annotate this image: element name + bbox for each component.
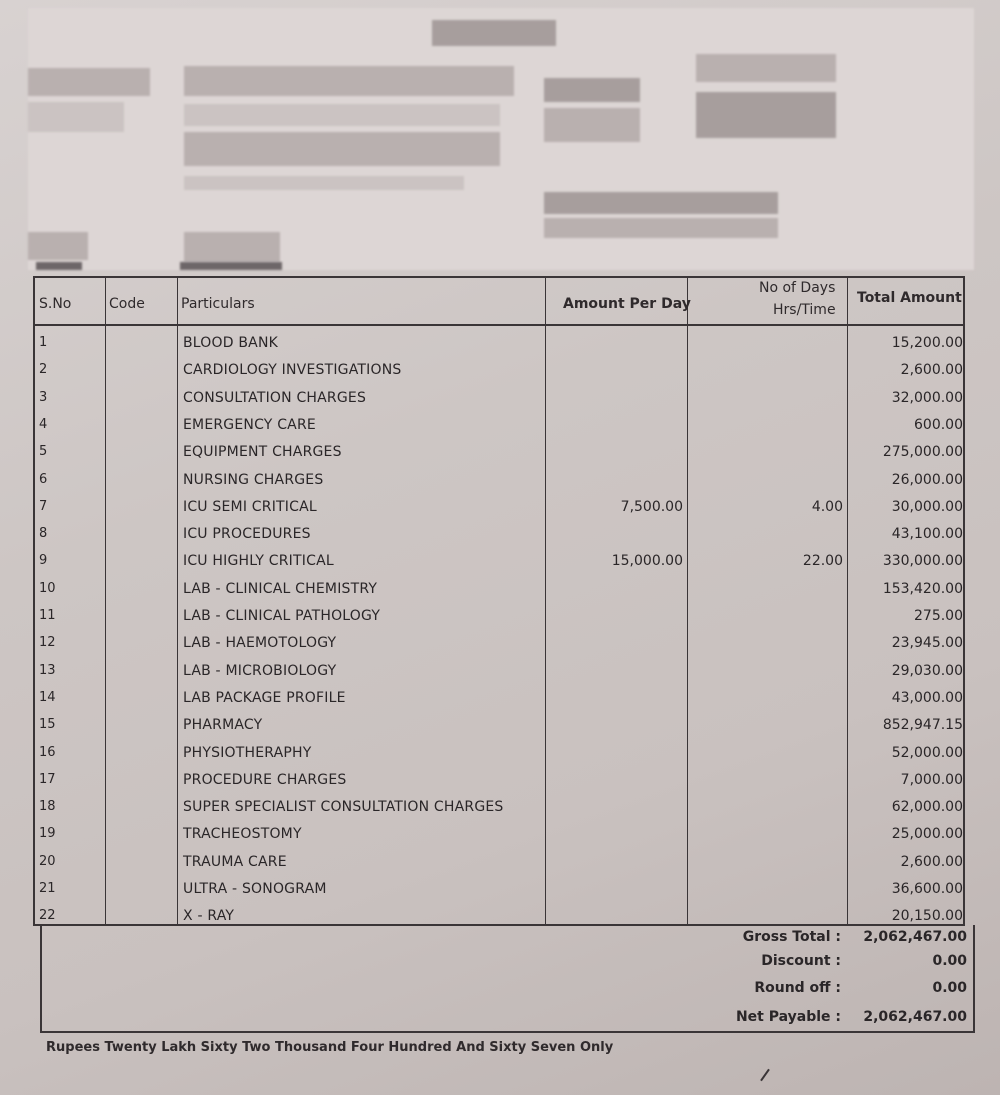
table-row (35, 712, 963, 739)
row-particular: LAB - CLINICAL CHEMISTRY (183, 580, 378, 597)
row-sno: 5 (39, 444, 48, 460)
table-row (35, 740, 963, 767)
round-off-label: Round off : (754, 980, 841, 996)
row-total: 62,000.00 (891, 799, 963, 816)
row-sno: 13 (39, 662, 56, 678)
table-row (35, 794, 963, 821)
table-row (35, 630, 963, 657)
row-sno: 4 (39, 416, 48, 432)
row-total: 32,000.00 (891, 389, 963, 406)
row-total: 20,150.00 (891, 908, 963, 925)
row-particular: CONSULTATION CHARGES (183, 389, 367, 406)
redacted-header (28, 8, 974, 270)
row-total: 43,100.00 (891, 526, 963, 543)
header-divider (35, 324, 963, 326)
header-hrs-time: Hrs/Time (773, 302, 836, 318)
header-amount-per-day: Amount Per Day (563, 296, 691, 312)
table-row (35, 849, 963, 876)
row-sno: 1 (39, 335, 48, 350)
row-particular: SUPER SPECIALIST CONSULTATION CHARGES (183, 799, 504, 816)
row-sno: 7 (39, 498, 48, 514)
redacted-value (180, 262, 282, 270)
row-sno: 16 (39, 744, 56, 760)
table-row (35, 876, 963, 903)
table-row (35, 412, 963, 439)
table-row (35, 821, 963, 848)
row-total: 7,000.00 (900, 771, 963, 788)
header-sno: S.No (39, 296, 72, 312)
net-payable-label: Net Payable : (735, 1009, 841, 1025)
row-particular: NURSING CHARGES (183, 471, 324, 488)
row-sno: 18 (39, 799, 56, 815)
gross-total-label: Gross Total : (742, 929, 841, 945)
row-total: 275,000.00 (882, 444, 963, 461)
row-total: 23,945.00 (891, 635, 963, 652)
row-sno: 10 (39, 580, 56, 596)
row-total: 600.00 (914, 416, 963, 433)
row-total: 29,030.00 (891, 662, 963, 679)
row-total: 852,947.15 (882, 717, 963, 734)
row-sno: 8 (39, 526, 48, 542)
row-total: 275.00 (914, 608, 963, 624)
net-payable-value: 2,062,467.00 (863, 1009, 967, 1025)
row-particular: ICU SEMI CRITICAL (183, 498, 317, 515)
charges-table (33, 276, 965, 926)
row-particular: BLOOD BANK (183, 335, 279, 351)
row-total: 43,000.00 (891, 689, 963, 706)
table-row (35, 330, 963, 357)
table-row (35, 357, 963, 384)
table-row (35, 548, 963, 575)
row-amount-per-day: 7,500.00 (620, 498, 683, 515)
row-particular: TRACHEOSTOMY (183, 826, 302, 843)
row-particular: PHARMACY (183, 717, 263, 734)
row-particular: LAB PACKAGE PROFILE (183, 689, 346, 706)
discount-value: 0.00 (932, 953, 967, 969)
row-particular: CARDIOLOGY INVESTIGATIONS (183, 362, 402, 379)
row-total: 330,000.00 (882, 553, 963, 570)
row-particular: ICU HIGHLY CRITICAL (183, 553, 334, 570)
row-total: 2,600.00 (900, 853, 963, 870)
row-total: 30,000.00 (891, 498, 963, 515)
row-particular: EQUIPMENT CHARGES (183, 444, 342, 461)
row-sno: 3 (39, 389, 48, 405)
gross-total-value: 2,062,467.00 (863, 929, 967, 945)
row-sno: 14 (39, 689, 56, 705)
table-row (35, 658, 963, 685)
row-particular: EMERGENCY CARE (183, 416, 316, 433)
row-sno: 19 (39, 826, 56, 842)
row-total: 25,000.00 (891, 826, 963, 843)
row-sno: 9 (39, 553, 48, 569)
round-off-value: 0.00 (932, 980, 967, 996)
row-particular: X - RAY (183, 908, 235, 925)
row-total: 52,000.00 (891, 744, 963, 761)
row-particular: TRAUMA CARE (183, 853, 287, 870)
row-sno: 20 (39, 853, 56, 869)
header-days: No of Days (759, 280, 836, 296)
table-row (35, 385, 963, 412)
row-sno: 15 (39, 717, 56, 733)
table-row (35, 685, 963, 712)
amount-in-words: Rupees Twenty Lakh Sixty Two Thousand Four Hundred And Sixty Seven Only (46, 1040, 614, 1055)
table-row (35, 521, 963, 548)
redacted-label (36, 262, 82, 270)
discount-label: Discount : (761, 953, 841, 969)
row-sno: 22 (39, 908, 56, 924)
row-total: 36,600.00 (891, 881, 963, 897)
header-code: Code (109, 296, 145, 312)
row-particular: LAB - MICROBIOLOGY (183, 662, 337, 679)
row-total: 153,420.00 (882, 580, 963, 597)
row-particular: LAB - HAEMOTOLOGY (183, 635, 337, 652)
row-sno: 12 (39, 635, 56, 651)
row-amount-per-day: 15,000.00 (611, 553, 683, 570)
header-particulars: Particulars (181, 296, 255, 312)
row-total: 15,200.00 (891, 335, 963, 351)
table-row (35, 467, 963, 494)
row-particular: ULTRA - SONOGRAM (183, 881, 327, 897)
table-row (35, 439, 963, 466)
row-particular: PHYSIOTHERAPHY (183, 744, 312, 761)
row-days: 4.00 (811, 498, 843, 515)
row-days: 22.00 (802, 553, 843, 570)
row-particular: PROCEDURE CHARGES (183, 771, 347, 788)
table-row (35, 494, 963, 521)
row-sno: 11 (39, 608, 56, 623)
row-sno: 6 (39, 471, 48, 487)
table-row (35, 576, 963, 603)
table-row (35, 767, 963, 794)
row-particular: ICU PROCEDURES (183, 526, 311, 543)
row-sno: 17 (39, 771, 56, 787)
row-sno: 21 (39, 881, 56, 896)
header-total-amount: Total Amount (857, 290, 962, 306)
row-total: 26,000.00 (891, 471, 963, 488)
row-total: 2,600.00 (900, 362, 963, 379)
row-particular: LAB - CLINICAL PATHOLOGY (183, 608, 381, 624)
table-row (35, 603, 963, 630)
row-sno: 2 (39, 362, 48, 378)
totals-box (40, 925, 975, 1033)
